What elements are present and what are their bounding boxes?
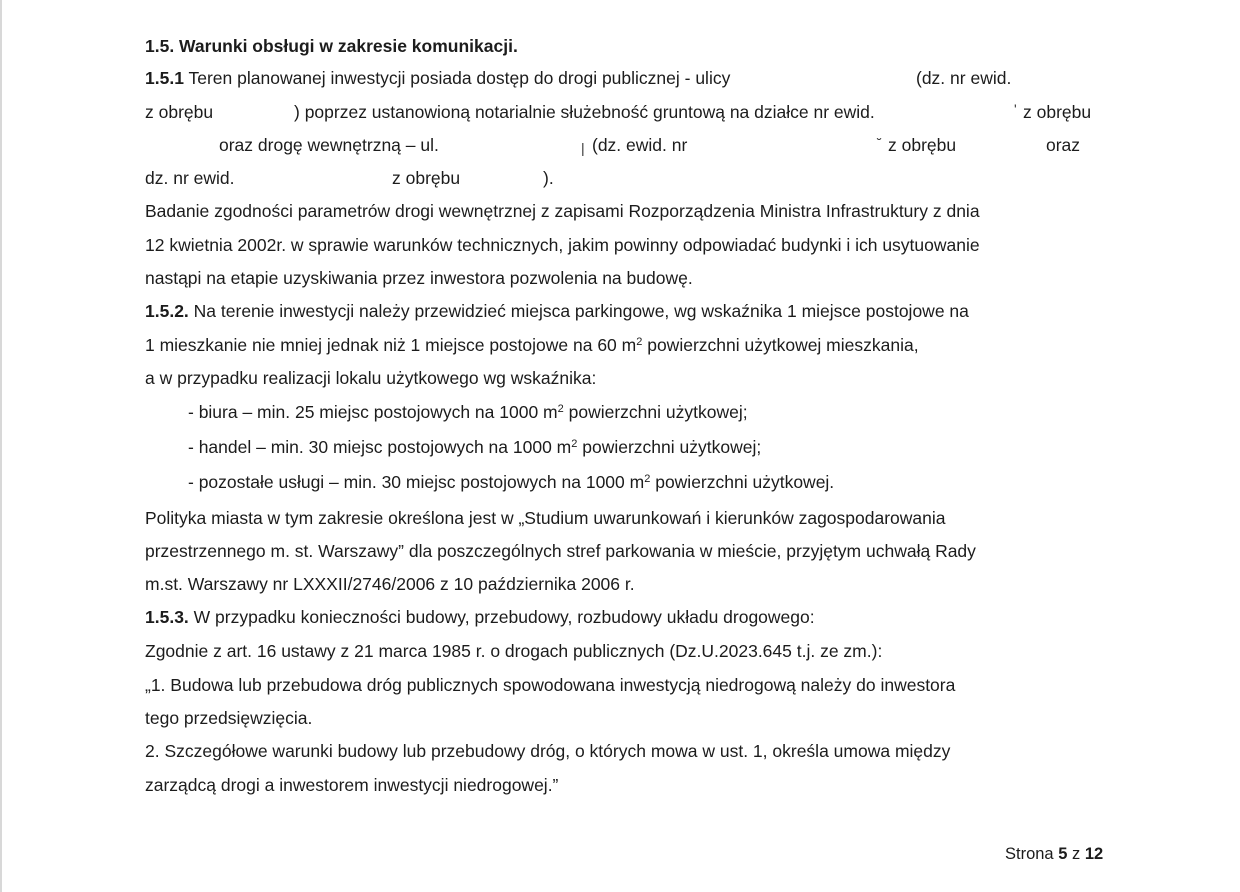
p151-l3d: oraz xyxy=(1046,135,1081,155)
policy-line-3: m.st. Warszawy nr LXXXII/2746/2006 z 10 października 2006 r. xyxy=(145,574,635,594)
list-item-text: - handel – min. 30 miejsc postojowych na 1000 m xyxy=(188,437,572,457)
p152-l2-sup: 2 xyxy=(636,336,643,348)
p152-l1: Na terenie inwestycji należy przewidzieć miejsca parkingowe, wg wskaźnika 1 miejsce postojowe na xyxy=(193,301,969,321)
p152-line-1 xyxy=(145,300,969,322)
p151-line-1 xyxy=(145,67,730,89)
list-item xyxy=(188,436,761,458)
list-item-text: - biura – min. 25 miejsc postojowych na 1000 m xyxy=(188,402,558,422)
p151-l2c: z obrębu xyxy=(1023,102,1092,122)
p151-l1a: Teren planowanej inwestycji posiada dostęp do drogi publicznej - ulicy xyxy=(188,68,731,88)
list-item xyxy=(188,401,748,423)
list-item-text: - pozostałe usługi – min. 30 miejsc postojowych na 1000 m xyxy=(188,472,645,492)
p153-number: 1.5.3. xyxy=(145,607,189,627)
p151-l2b: ) poprzez ustanowioną notarialnie służebność gruntową na działce nr ewid. xyxy=(294,102,875,122)
section-heading: 1.5. Warunki obsługi w zakresie komunikacji. xyxy=(145,36,518,56)
list-item-sup: 2 xyxy=(644,473,651,485)
list-item-sup: 2 xyxy=(571,438,578,450)
list-item-sup: 2 xyxy=(557,403,564,415)
current-page: 5 xyxy=(1058,845,1068,863)
redaction-artifact: | xyxy=(581,140,585,156)
p151-l4a: dz. nr ewid. xyxy=(145,168,235,188)
page-left-edge xyxy=(0,0,2,892)
list-item-text-end: powierzchni użytkowej. xyxy=(650,472,835,492)
p152-number: 1.5.2. xyxy=(145,301,189,321)
p151-l4b: z obrębu xyxy=(392,168,461,188)
p151-l3c: z obrębu xyxy=(888,135,957,155)
p151-l3a: oraz drogę wewnętrzną – ul. xyxy=(219,135,439,155)
redaction-artifact: ' xyxy=(1014,101,1017,117)
p151-note-1: Badanie zgodności parametrów drogi wewnętrznej z zapisami Rozporządzenia Ministra Infrastruktury z dnia xyxy=(145,201,980,221)
p151-l2a: z obrębu xyxy=(145,102,214,122)
quote-line-1: „1. Budowa lub przebudowa dróg publicznych spowodowana inwestycją niedrogową należy do inwestora xyxy=(145,675,956,695)
p152-line-3: a w przypadku realizacji lokalu użytkowego wg wskaźnika: xyxy=(145,368,597,388)
policy-line-2: przestrzennego m. st. Warszawy” dla poszczególnych stref parkowania w mieście, przyjętym uchwałą Rady xyxy=(145,541,976,561)
quote-line-2: tego przedsięwzięcia. xyxy=(145,708,313,728)
p151-l3b: (dz. ewid. nr xyxy=(592,135,688,155)
p152-l2b: powierzchni użytkowej mieszkania, xyxy=(642,335,919,355)
p153-line-2: Zgodnie z art. 16 ustawy z 21 marca 1985 r. o drogach publicznych (Dz.U.2023.645 t.j. ze zm.): xyxy=(145,641,883,661)
policy-line-1: Polityka miasta w tym zakresie określona jest w „Studium uwarunkowań i kierunków zagospodarowania xyxy=(145,508,946,528)
p153-l1: W przypadku konieczności budowy, przebudowy, rozbudowy układu drogowego: xyxy=(193,607,815,627)
redaction-artifact: ˘ xyxy=(877,135,882,151)
list-item xyxy=(188,471,834,493)
p151-number: 1.5.1 xyxy=(145,68,184,88)
quote-line-4: zarządcą drogi a inwestorem inwestycji niedrogowej.” xyxy=(145,775,559,795)
total-pages: 12 xyxy=(1084,845,1104,863)
page-label: Strona xyxy=(1005,845,1054,863)
p151-note-2: 12 kwietnia 2002r. w sprawie warunków technicznych, jakim powinny odpowiadać budynki i ich usytuowanie xyxy=(145,235,980,255)
list-item-text-end: powierzchni użytkowej; xyxy=(563,402,748,422)
page-of: z xyxy=(1072,845,1081,863)
p152-l2a: 1 mieszkanie nie mniej jednak niż 1 miejsce postojowe na 60 m xyxy=(145,335,637,355)
p151-l1b: (dz. nr ewid. xyxy=(916,68,1012,88)
list-item-text-end: powierzchni użytkowej; xyxy=(577,437,762,457)
p151-note-3: nastąpi na etapie uzyskiwania przez inwestora pozwolenia na budowę. xyxy=(145,268,693,288)
p151-l4c: ). xyxy=(543,168,554,188)
quote-line-3: 2. Szczegółowe warunki budowy lub przebudowy dróg, o których mowa w ust. 1, określa umowa między xyxy=(145,741,951,761)
p152-line-2 xyxy=(145,334,919,356)
page-number xyxy=(1005,843,1103,865)
p153-line-1 xyxy=(145,606,815,628)
